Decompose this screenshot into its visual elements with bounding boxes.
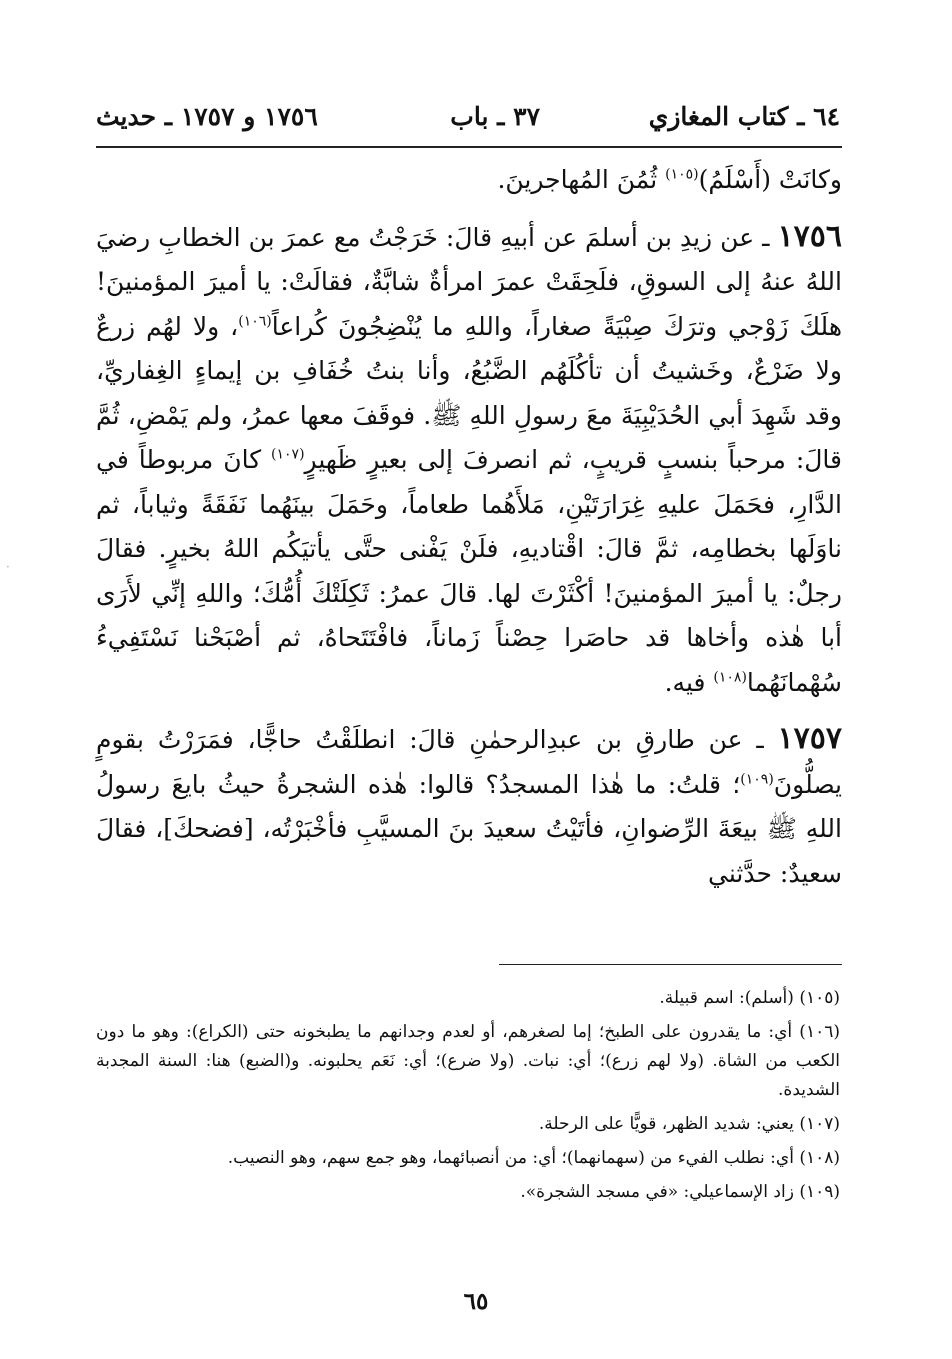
intro-text: وكانَتْ (أَسْلَمُ) <box>698 165 842 194</box>
page-number: ٦٥ <box>463 1288 489 1315</box>
running-header <box>96 100 840 140</box>
main-text <box>96 158 842 896</box>
header-rule <box>96 146 842 148</box>
footnote-ref: (١٠٨) <box>713 669 747 686</box>
footnote-ref: (١٠٥) <box>665 166 699 183</box>
header-book-title: ٦٤ ـ كتاب المغازي <box>648 102 840 131</box>
hadith-text: ـ عن طارقِ بن عبدِالرحمٰنِ قالَ: انطلَقْتُ حاجًّا، فمَرَرْتُ بقومٍ يصلُّونَ <box>96 725 842 799</box>
hadith-1756 <box>96 215 842 706</box>
intro-text-end: ثُمُنَ المُهاجرينَ. <box>497 165 666 194</box>
footnote-105: (١٠٥) (أسلم): اسم قبيلة. <box>659 988 840 1008</box>
footnote-ref: (١٠٦) <box>238 313 272 330</box>
intro-line <box>96 158 842 203</box>
footnote-107: (١٠٧) يعني: شديد الظهر، قويًّا على الرحلة. <box>538 1114 840 1134</box>
footnote-ref: (١٠٧) <box>271 446 305 463</box>
hadith-1757 <box>96 717 842 896</box>
footnotes <box>96 984 840 1212</box>
hadith-text: ـ عن زيدِ بن أسلمَ عن أبيهِ قالَ: خَرَجْتُ مع عمرَ بن الخطابِ رضيَ اللهُ عنهُ إلى السوقِ، فلَحِقَتْ عمرَ امرأةٌ شابَّةٌ، فقالَتْ: يا أميرَ المؤمنينَ! هلَكَ زَوْجي وترَكَ صِبْيَةً صغاراً، واللهِ ما يُنْضِجُونَ كُراعاً <box>96 222 842 341</box>
hadith-number: ١٧٥٧ <box>777 721 842 756</box>
footnote-109: (١٠٩) زاد الإسماعيلي: «في مسجد الشجرة». <box>520 1182 840 1202</box>
footnote-rule <box>499 964 842 965</box>
footnote-108: (١٠٨) أي: نطلب الفيء من (سهمانهما)؛ أي: من أنصبائهما، وهو جمع سهم، وهو النصيب. <box>227 1148 840 1168</box>
hadith-number: ١٧٥٦ <box>777 218 842 254</box>
hadith-text: ، ولا لهُم زرعٌ ولا ضَرْعٌ، وخَشيتُ أن تأكُلَهُم الضَّبُعُ، وأنا بنتُ خُفَافِ بن إيماءٍ الغِفاريِّ، وقد شَهِدَ أبي الحُدَيْبِيَةَ معَ رسولِ اللهِ ﷺ. فوقَفَ معها عمرُ، ولم يَمْضِ، ثُمَّ قالَ: مرحباً بنسبٍ قريبٍ، ثم انصرفَ إلى بعيرٍ ظَهيرٍ <box>96 311 842 474</box>
footnote-ref: (١٠٩) <box>740 771 774 788</box>
header-chapter: ٣٧ ـ باب <box>450 102 540 131</box>
scan-mark: · <box>6 560 10 574</box>
footnote-106: (١٠٦) أي: ما يقدرون على الطبخ؛ إما لصغرهم، أو لعدم وجدانهم ما يطبخونه حتى (الكراع): وهو ما دون الكعب من الشاة. (ولا لهم زرع)؛ أي: نبات. (ولا ضرع)؛ أي: نَعَم يحلبونه. و(الضبع) هنا: السنة المجدبة الشديدة. <box>96 1022 840 1100</box>
hadith-text: كانَ مربوطاً في الدَّارِ، فحَمَلَ عليهِ غِرَارَتَيْنِ، مَلأَهُما طعاماً، وحَمَلَ بينَهُما نَفَقَةً وثياباً، ثم ناوَلَها بخطامِه، ثمَّ قالَ: اقْتاديهِ، فلَنْ يَفْنى حتَّى يأتيَكُم اللهُ بخيرٍ. فقالَ رجلٌ: يا أميرَ المؤمنينَ! أكْثَرْتَ لها. قالَ عمرُ: ثَكِلَتْكَ أُمُّكَ؛ واللهِ إنِّي لأَرَى أبا هٰذه وأخاها قد حاصَرا حِصْناً زَماناً، فافْتَتَحاهُ، ثم أصْبَحْنا نَسْتَفِيءُ سُهْمانَهُما <box>96 445 842 697</box>
hadith-text: ؛ قلتُ: ما هٰذا المسجدُ؟ قالوا: هٰذه الشجرةُ حيثُ بايعَ رسولُ اللهِ ﷺ بيعَةَ الرِّضوانِ، فأتَيْتُ سعيدَ بنَ المسيَّبِ فأخْبَرْتُه، [فضحكَ]، فقالَ سعيدٌ: حدَّثني <box>96 769 842 888</box>
header-hadith-range: ١٧٥٦ و ١٧٥٧ ـ حديث <box>96 102 318 131</box>
hadith-text: فيه. <box>664 667 714 697</box>
